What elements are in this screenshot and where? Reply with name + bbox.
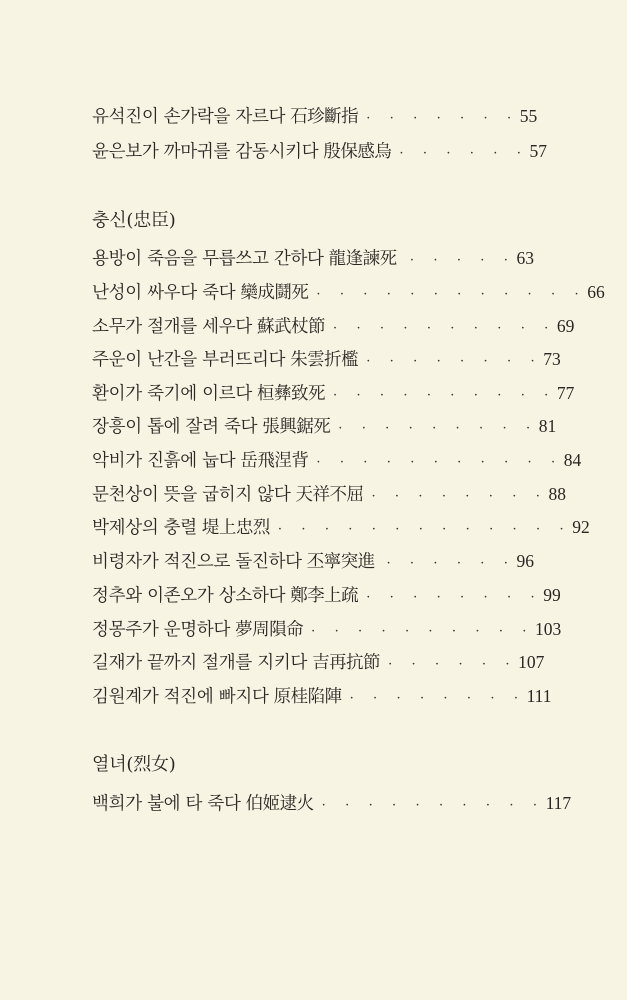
entry-page-number: 77 xyxy=(556,383,575,403)
entry-hanja: 天祥不屈 xyxy=(295,485,364,505)
entry-page-number: 99 xyxy=(543,585,561,605)
section-heading-yeollyeo: 열녀(烈女) xyxy=(92,754,176,775)
dot-leader: · · · · · · · · · · · · xyxy=(316,287,587,302)
section-heading-chungsin: 충신(忠臣) xyxy=(92,210,176,231)
entry-title: 백희가 불에 타 죽다 xyxy=(92,794,241,814)
table-of-contents xyxy=(92,0,605,1000)
toc-entry xyxy=(92,790,572,816)
entry-hanja: 殷保感烏 xyxy=(323,142,392,162)
entry-title: 김원계가 적진에 빠지다 xyxy=(92,687,269,707)
entry-page-number: 103 xyxy=(535,619,562,639)
entry-title: 용방이 죽음을 무릅쓰고 간하다 xyxy=(92,249,324,269)
entry-page-number: 117 xyxy=(545,793,572,813)
entry-title: 윤은보가 까마귀를 감동시키다 xyxy=(92,142,319,162)
entry-hanja: 龍逢諫死 xyxy=(328,249,397,269)
entry-hanja: 蘇武杖節 xyxy=(256,317,325,337)
entry-hanja: 石珍斷指 xyxy=(290,107,359,127)
toc-entry xyxy=(92,616,562,642)
entry-title: 악비가 진흙에 눕다 xyxy=(92,451,236,471)
entry-hanja: 原桂陷陣 xyxy=(273,687,342,707)
entry-hanja: 桓彝致死 xyxy=(256,384,325,404)
dot-leader: · · · · · · · xyxy=(366,111,519,126)
toc-entry xyxy=(92,548,534,574)
dot-leader: · · · · · · xyxy=(399,146,529,161)
entry-page-number: 69 xyxy=(556,316,575,336)
entry-title: 비령자가 적진으로 돌진하다 xyxy=(92,552,302,572)
entry-title: 유석진이 손가락을 자르다 xyxy=(92,107,286,127)
entry-title: 길재가 끝까지 절개를 지키다 xyxy=(92,653,308,673)
entry-page-number: 73 xyxy=(543,349,561,369)
entry-page-number: 66 xyxy=(587,282,605,302)
toc-entry xyxy=(92,380,575,406)
dot-leader: · · · · · xyxy=(409,253,516,268)
dot-leader: · · · · · · · · · · xyxy=(311,624,535,639)
entry-hanja: 朱雲折檻 xyxy=(290,350,359,370)
entry-title: 소무가 절개를 세우다 xyxy=(92,317,252,337)
entry-page-number: 96 xyxy=(516,551,534,571)
dot-leader: · · · · · · · · xyxy=(349,691,526,706)
toc-entry xyxy=(92,313,575,339)
dot-leader: · · · · · · xyxy=(386,556,516,571)
dot-leader: · · · · · · · · xyxy=(366,354,543,369)
toc-entry xyxy=(92,447,582,473)
dot-leader: · · · · · · · · · · xyxy=(332,321,556,336)
toc-entry xyxy=(92,413,557,439)
entry-hanja: 欒成鬪死 xyxy=(240,283,309,303)
entry-title: 문천상이 뜻을 굽히지 않다 xyxy=(92,485,291,505)
dot-leader: · · · · · · · · · · · · · xyxy=(277,522,572,537)
entry-title: 장흥이 톱에 잘려 죽다 xyxy=(92,417,258,437)
dot-leader: · · · · · · · · · · xyxy=(332,388,556,403)
entry-hanja: 堤上忠烈 xyxy=(201,518,270,538)
toc-entry xyxy=(92,245,534,271)
toc-entry xyxy=(92,138,547,164)
toc-entry xyxy=(92,683,552,709)
entry-title: 박제상의 충렬 xyxy=(92,518,197,538)
entry-page-number: 111 xyxy=(526,686,552,706)
entry-title: 환이가 죽기에 이르다 xyxy=(92,384,252,404)
entry-hanja: 鄭李上疏 xyxy=(290,586,359,606)
entry-hanja: 吉再抗節 xyxy=(312,653,381,673)
entry-hanja: 張興鋸死 xyxy=(262,417,331,437)
toc-entry xyxy=(92,346,561,372)
toc-entry xyxy=(92,103,538,129)
entry-title: 정몽주가 운명하다 xyxy=(92,620,231,640)
entry-title: 정추와 이존오가 상소하다 xyxy=(92,586,286,606)
entry-title: 주운이 난간을 부러뜨리다 xyxy=(92,350,286,370)
entry-page-number: 55 xyxy=(519,106,538,126)
toc-entry xyxy=(92,279,605,305)
dot-leader: · · · · · · · · xyxy=(366,590,543,605)
toc-entry xyxy=(92,649,545,675)
entry-page-number: 63 xyxy=(516,248,534,268)
entry-hanja: 丕寧突進 xyxy=(306,552,375,572)
entry-title: 난성이 싸우다 죽다 xyxy=(92,283,236,303)
toc-entry xyxy=(92,481,566,507)
entry-hanja: 夢周隕命 xyxy=(235,620,304,640)
entry-page-number: 92 xyxy=(572,517,590,537)
entry-hanja: 岳飛涅背 xyxy=(240,451,309,471)
entry-page-number: 81 xyxy=(538,416,557,436)
entry-page-number: 88 xyxy=(548,484,566,504)
toc-entry xyxy=(92,582,561,608)
dot-leader: · · · · · · xyxy=(388,657,518,672)
dot-leader: · · · · · · · · xyxy=(371,489,548,504)
dot-leader: · · · · · · · · · xyxy=(338,421,538,436)
entry-page-number: 57 xyxy=(529,141,547,161)
entry-page-number: 84 xyxy=(563,450,582,470)
entry-hanja: 伯姬逮火 xyxy=(245,794,314,814)
toc-entry xyxy=(92,514,590,540)
dot-leader: · · · · · · · · · · xyxy=(321,798,545,813)
dot-leader: · · · · · · · · · · · xyxy=(316,455,563,470)
entry-page-number: 107 xyxy=(518,652,545,672)
